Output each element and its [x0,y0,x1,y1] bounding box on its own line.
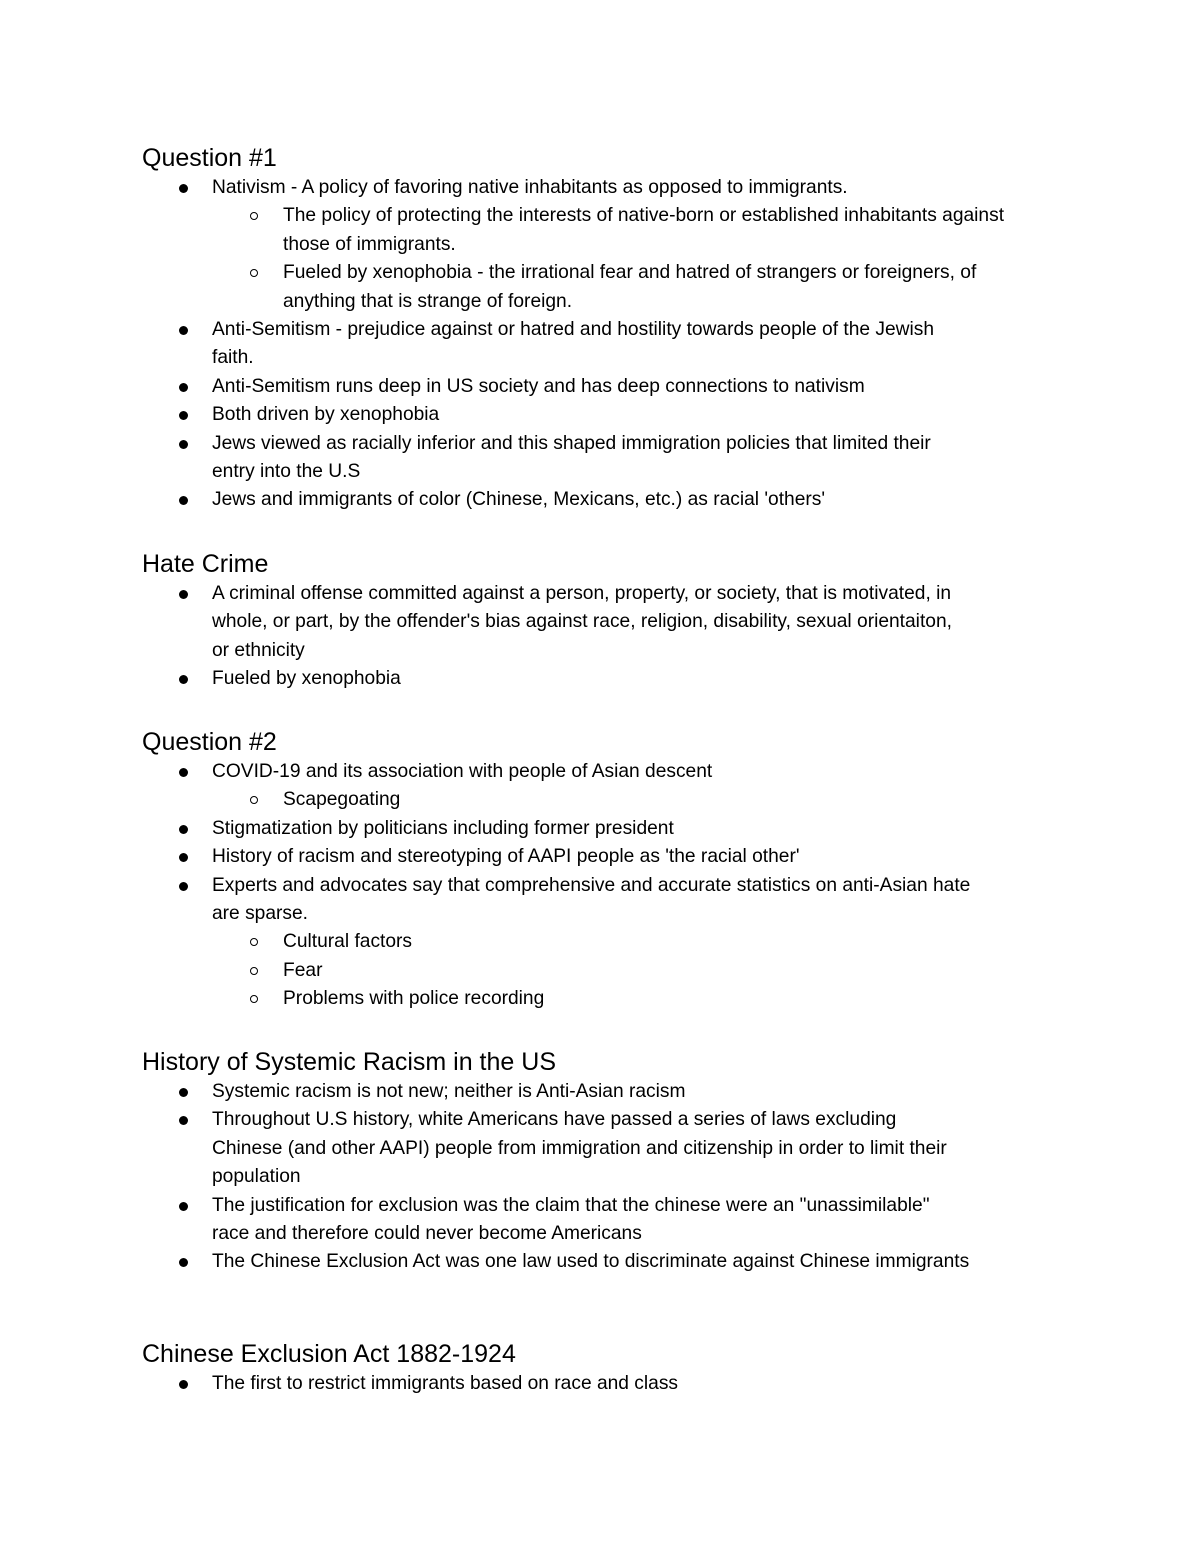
sub-list-item [142,928,1062,956]
section-heading: History of Systemic Racism in the US [142,1048,556,1076]
section-heading: Question #2 [142,728,277,756]
bullet-dot-icon [179,882,188,891]
sub-list-item [142,259,1062,316]
list-item [142,665,1062,693]
list-item-text: Scapegoating [283,789,401,811]
bullet-dot-icon [179,590,188,599]
list-item-text: Anti-Semitism runs deep in US society and has deep connections to nativism [212,375,865,397]
list-item [142,401,1062,429]
list-item-text: The Chinese Exclusion Act was one law used to discriminate against Chinese immigrants [212,1251,970,1273]
list-item [142,1248,1062,1276]
bullet-ring-icon [250,269,258,277]
bullet-list [142,758,1062,1014]
bullet-list [142,580,1062,694]
bullet-dot-icon [179,1202,188,1211]
list-item-text: Fueled by xenophobia - the irrational fear and hatred of strangers or foreigners, of anything that is strange of foreign. [283,262,977,312]
sub-list-item [142,957,1062,985]
bullet-ring-icon [250,995,258,1003]
list-item-text: Problems with police recording [283,988,545,1010]
bullet-ring-icon [250,796,258,804]
bullet-dot-icon [179,411,188,420]
list-item-text: Fueled by xenophobia [212,668,401,690]
bullet-dot-icon [179,768,188,777]
section-heading: Chinese Exclusion Act 1882-1924 [142,1340,516,1368]
list-item [142,815,1062,843]
bullet-list [142,1078,1062,1277]
bullet-dot-icon [179,383,188,392]
bullet-ring-icon [250,967,258,975]
list-item [142,373,1062,401]
bullet-list [142,1370,1062,1398]
list-item-text: Cultural factors [283,931,413,953]
list-item-text: Jews viewed as racially inferior and this shaped immigration policies that limited their entry into the U.S [212,432,931,483]
list-item-text: History of racism and stereotyping of AAPI people as 'the racial other' [212,846,800,868]
bullet-ring-icon [250,938,258,946]
section-chinese-exclusion-act [142,1338,1062,1398]
section-hate-crime [142,548,1062,694]
list-item-text: A criminal offense committed against a person, property, or society, that is motivated, in whole, or part, by the offender's bias against race, religion, disability, sexual orientaiton, or ethnicity [212,583,952,661]
list-item-text: Jews and immigrants of color (Chinese, Mexicans, etc.) as racial 'others' [212,489,826,511]
list-item [142,430,1062,487]
list-item [142,174,1062,202]
list-item [142,316,1062,373]
bullet-dot-icon [179,825,188,834]
bullet-dot-icon [179,853,188,862]
section-heading: Hate Crime [142,550,269,578]
list-item-text: Stigmatization by politicians including former president [212,817,674,839]
bullet-dot-icon [179,1380,188,1389]
list-item-text: COVID-19 and its association with people of Asian descent [212,761,713,782]
sub-list-item [142,985,1062,1013]
list-item [142,843,1062,871]
sub-list-item [142,202,1062,259]
section-question-1 [142,142,1062,515]
list-item-text: Nativism - A policy of favoring native inhabitants as opposed to immigrants. [212,177,848,198]
list-item-text: Systemic racism is not new; neither is Anti-Asian racism [212,1081,686,1102]
bullet-dot-icon [179,1116,188,1125]
list-item-text: Both driven by xenophobia [212,404,440,426]
list-item-text: Anti-Semitism - prejudice against or hatred and hostility towards people of the Jewish faith. [212,319,935,369]
bullet-dot-icon [179,184,188,193]
list-item [142,1370,1062,1398]
bullet-dot-icon [179,496,188,505]
bullet-dot-icon [179,326,188,335]
list-item-text: The justification for exclusion was the claim that the chinese were an "unassimilable" race and therefore could never become Americans [212,1194,930,1245]
list-item [142,758,1062,786]
list-item [142,486,1062,514]
list-item-text: The first to restrict immigrants based on race and class [212,1373,679,1394]
section-heading: Question #1 [142,144,277,172]
list-item-text: Throughout U.S history, white Americans have passed a series of laws excluding Chinese (and other AAPI) people from immigration and citizenship in order to limit their population [212,1109,947,1188]
bullet-list [142,174,1062,515]
bullet-dot-icon [179,440,188,449]
list-item-text: Fear [283,959,323,981]
bullet-dot-icon [179,675,188,684]
list-item [142,872,1062,929]
list-item [142,1106,1062,1191]
list-item-text: The policy of protecting the interests of native-born or established inhabitants against those of immigrants. [283,205,1005,255]
section-systemic-racism [142,1046,1062,1277]
section-question-2 [142,726,1062,1014]
bullet-dot-icon [179,1088,188,1097]
bullet-ring-icon [250,212,258,220]
sub-list-item [142,786,1062,814]
list-item [142,1192,1062,1249]
list-item-text: Experts and advocates say that comprehensive and accurate statistics on anti-Asian hate are sparse. [212,874,971,925]
list-item [142,1078,1062,1106]
bullet-dot-icon [179,1258,188,1267]
list-item [142,580,1062,665]
